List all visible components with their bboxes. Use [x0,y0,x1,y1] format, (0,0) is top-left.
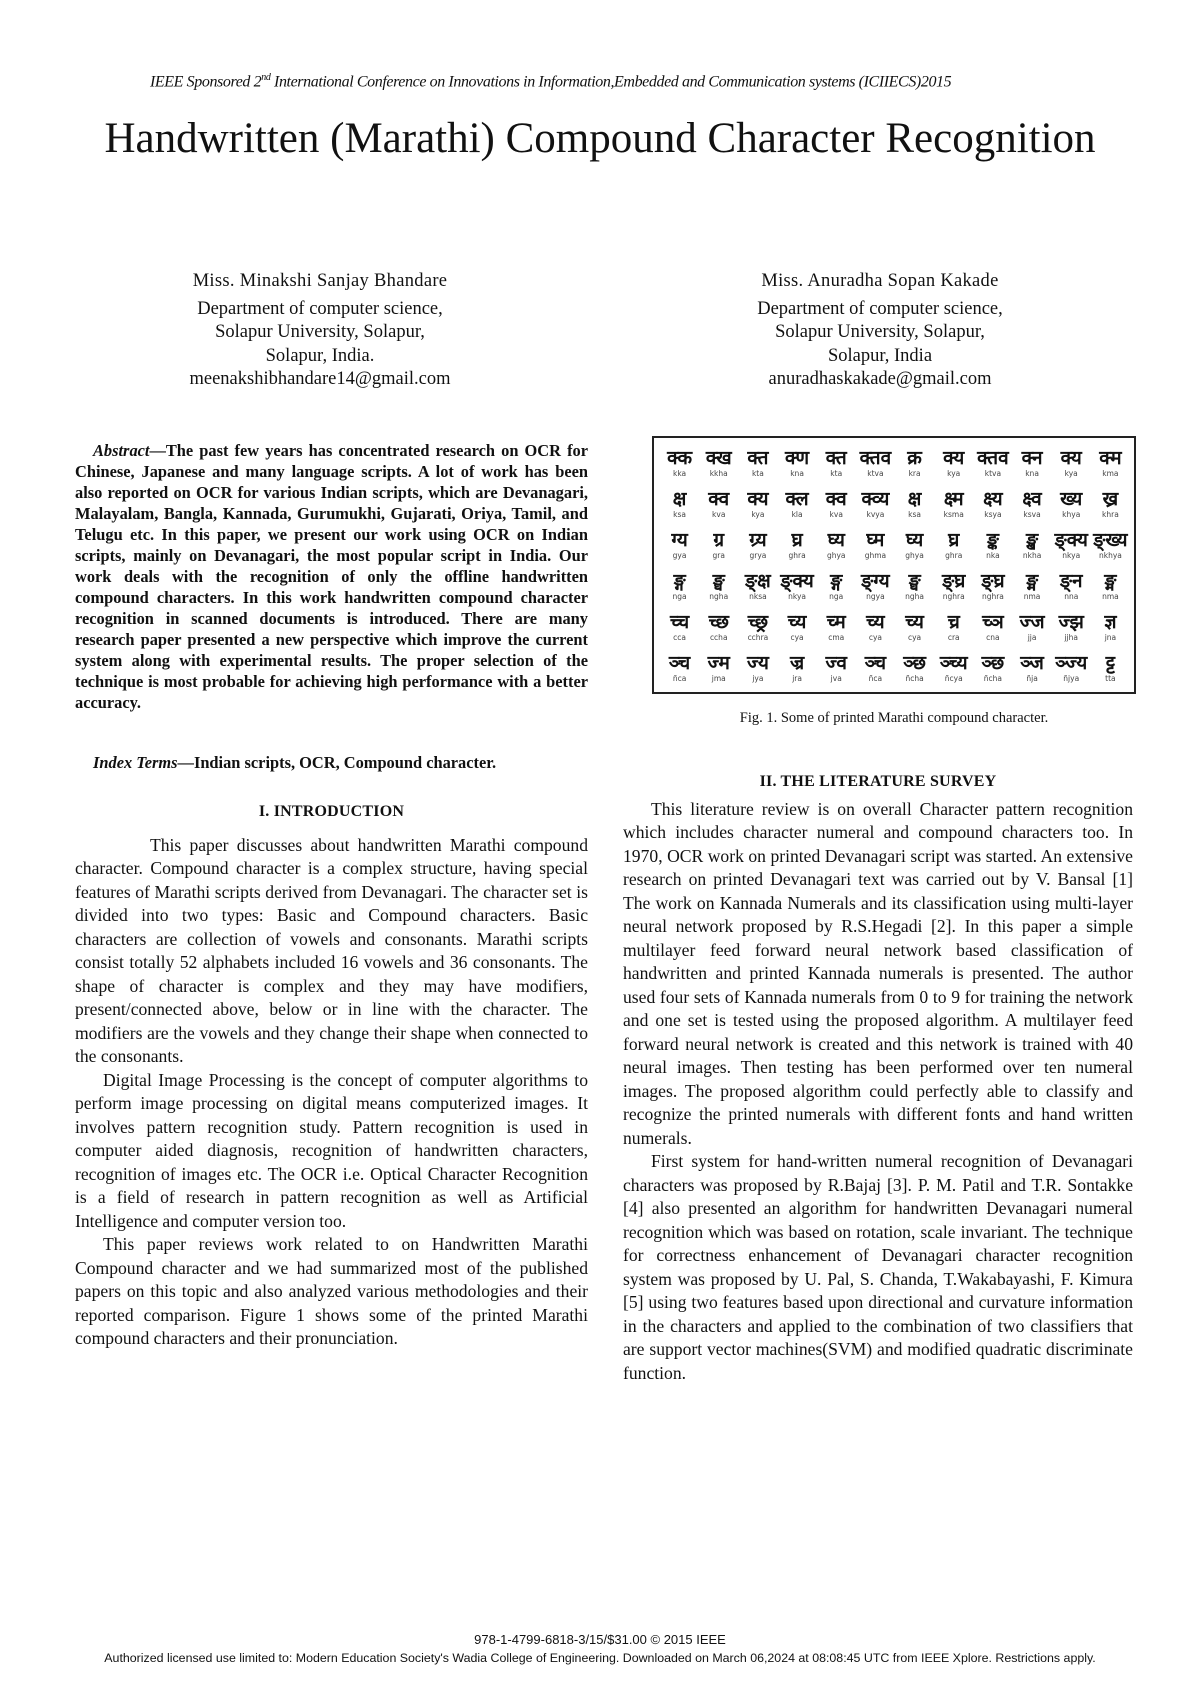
figure-cell [1013,442,1052,483]
pronunciation-label: ghra [788,550,806,560]
compound-character: ख्र [1102,487,1119,510]
pronunciation-label: cya [907,632,922,642]
compound-character: क्त [747,446,769,469]
footer-license: Authorized licensed use limited to: Modern Education Society's Wadia College of Engineering. Downloaded on March 06,2024 at 08:08:45 UTC from IEEE Xplore. Restrictions apply. [104,1651,1096,1665]
figure-cell [778,524,817,565]
author-name: Miss. Anuradha Sopan Kakade [761,271,999,291]
figure-cell [699,442,738,483]
compound-character: क्ष्व [1022,487,1042,510]
figure-cell [817,565,856,606]
figure-cell [973,565,1012,606]
figure-cell [1091,442,1130,483]
compound-character: घ्य [827,528,845,551]
compound-character: क्ण [784,446,810,469]
pronunciation-label: ngya [866,591,885,601]
figure-cell [660,442,699,483]
figure-caption: Fig. 1. Some of printed Marathi compound character. [739,710,1049,726]
figure-cell [1052,606,1091,647]
pronunciation-label: kva [829,509,843,519]
figure-cell [895,647,934,688]
compound-character: च्र [947,610,960,633]
figure-cell [856,606,895,647]
pronunciation-label: ghya [826,550,846,560]
pronunciation-label: cya [868,632,882,642]
figure-grid [660,442,1130,688]
figure-cell [973,483,1012,524]
compound-character: ङ्ग [830,569,843,592]
pronunciation-label: ñcha [905,673,924,683]
pronunciation-label: nma [1023,591,1041,601]
figure-cell [817,442,856,483]
pronunciation-label: nghra [942,591,965,601]
figure-cell [1052,442,1091,483]
figure-cell [1013,647,1052,688]
pronunciation-label: ñcha [983,673,1003,683]
introduction-section [75,800,588,1351]
pronunciation-label: kta [751,468,764,478]
compound-character: ज्झ [1058,610,1084,633]
figure-cell [856,647,895,688]
figure-cell [699,483,738,524]
pronunciation-label: jma [711,673,726,683]
author-email: anuradhaskakade@gmail.com [768,369,992,389]
compound-character: ङ्ख्य [1093,528,1128,551]
pronunciation-label: ghya [905,550,924,560]
pronunciation-label: tta [1105,673,1116,683]
compound-character: क्य [1060,446,1082,469]
conference-ordinal: nd [261,72,271,83]
figure-cell [895,606,934,647]
figure-cell [856,483,895,524]
author-department: Department of computer science, [197,298,443,319]
figure-cell [778,442,817,483]
paragraph: This literature review is on overall Character pattern recognition which includes character numeral and compound characters too. In 1970, OCR work on printed Devanagari script was started. An extensive research on printed Devanagari text was carried out by V. Bansal [1] The work on Kannada Numerals and its classification using multi-layer neural network proposed by R.S.Hegadi [2]. In this paper a simple multilayer feed forward neural network based classification of handwritten and printed Kannada numerals is presented. The author used four sets of Kannada numerals from 0 to 9 for training the network and one set is tested using the proposed algorithm. A multilayer feed forward neural network is created and this network is trained with 40 neural images. Then testing has been performed over ten numeral images. The proposed algorithm could perfectly able to classify and recognize the printed numerals with different fonts and hand written numerals. [623,798,1133,1148]
compound-character: च्छ्र [747,610,769,633]
abstract-text: The past few years has concentrated research on OCR for Chinese, Japanese and many language scripts. A lot of work has been also reported on OCR for various Indian scripts, which are Devanagari, Malayalam, Bangla, Kannada, Gurumukhi, Gujarati, Oriya, Tamil, and Telugu etc. In this paper, we present our work using OCR on Indian scripts, mainly on Devanagari, the most popular script in India. Our work deals with the recognition of only the offline handwritten compound characters. In this work handwritten compound character recognition in scanned documents is introduced. There are many research paper presented a new perspective which improve the current system along with experimental results. The proper selection of the technique is most probable for achieving high performance with a better accuracy. [75,441,588,712]
pronunciation-label: kna [1025,468,1039,478]
pronunciation-label: ngha [709,591,729,601]
compound-character: क्तव [859,446,892,469]
compound-character: ञ्च [864,651,887,674]
pronunciation-label: kya [1064,468,1078,478]
pronunciation-label: cchra [747,632,769,642]
compound-character: ग्र्य [749,528,767,551]
figure-cell [1013,524,1052,565]
pronunciation-label: nma [1102,591,1119,601]
literature-section [623,770,1133,1385]
pronunciation-label: kva [712,509,726,519]
compound-character: ग्य [671,528,688,551]
abstract-dash: — [149,441,166,460]
author-place: Solapur, India. [265,345,375,366]
figure-cell [973,524,1012,565]
pronunciation-label: jva [830,673,842,683]
pronunciation-label: jja [1027,632,1037,642]
figure-cell [934,647,973,688]
compound-character: ञ्च [668,651,691,674]
conference-prefix: IEEE Sponsored 2 [150,73,262,91]
compound-character: ङ्क्ष [745,569,771,592]
compound-character: ञ्ज [1020,651,1044,674]
figure-cell [778,483,817,524]
compound-character: घ्य [905,528,924,551]
compound-character: ङ्ख [1026,528,1039,551]
author-place: Solapur, India [827,345,933,366]
pronunciation-label: jra [792,673,802,683]
figure-cell [1052,483,1091,524]
pronunciation-label: nkya [1062,550,1081,560]
compound-character: क्ष्य [983,487,1003,510]
pronunciation-label: ksma [943,509,964,519]
compound-character: च्म [826,610,846,633]
figure-cell [1052,647,1091,688]
pronunciation-label: kya [751,509,765,519]
compound-character: ट्ट [1105,651,1116,674]
pronunciation-label: nghra [981,591,1004,601]
figure-cell [895,442,934,483]
figure-cell [934,606,973,647]
figure-cell [817,606,856,647]
pronunciation-label: ksya [984,509,1002,519]
figure-cell [660,647,699,688]
compound-character: ज्ञ [1104,610,1117,633]
figure-cell [738,565,777,606]
author-block-1 [130,270,510,392]
figure-cell [856,442,895,483]
figure-cell [973,442,1012,483]
compound-character: क्य [747,487,769,510]
compound-character: ज्र [789,651,805,674]
pronunciation-label: ñcya [944,673,963,683]
author-university: Solapur University, Solapur, [215,322,425,342]
figure-cell [738,483,777,524]
pronunciation-label: cna [986,632,1000,642]
figure-cell [1013,483,1052,524]
figure-cell [738,442,777,483]
author-name: Miss. Minakshi Sanjay Bhandare [192,271,448,291]
compound-character: क्ख [705,446,732,469]
pronunciation-label: ñjya [1063,673,1080,683]
pronunciation-label: ngha [905,591,925,601]
figure-cell [973,606,1012,647]
compound-character: क्न [1021,446,1043,469]
pronunciation-label: khya [1062,509,1081,519]
figure-cell [817,647,856,688]
compound-character: ङ्घ [908,569,921,592]
compound-character: ज्व [825,651,847,674]
conference-header [150,72,1150,91]
pronunciation-label: kma [1102,468,1119,478]
paragraph: This paper discusses about handwritten Marathi compound character. Compound character is a complex structure, having special features of Marathi scripts derived from Devanagari. The character set is divided into two types: Basic and Compound characters. Basic characters are collection of vowels and consonants. Marathi scripts consist totally 52 alphabets included 16 vowels and 36 consonants. The shape of character is complex and they may have modifiers, present/connected above, below or in line with the character. The modifiers are the vowels and they change their shape when connected to the consonants. [75,834,588,1066]
compound-character: च्य [905,610,924,633]
pronunciation-label: gya [672,550,687,560]
figure-cell [1091,606,1130,647]
author-block-2 [690,270,1070,392]
footer-isbn: 978-1-4799-6818-3/15/$31.00 © 2015 IEEE [474,1632,726,1647]
pronunciation-label: nksa [749,591,767,601]
compound-character: क्ष [907,487,922,510]
pronunciation-label: ñca [672,673,687,683]
abstract [75,440,588,713]
pronunciation-label: kta [830,468,843,478]
compound-character: ङ्घ्र [981,569,1005,592]
compound-character: क्ल [785,487,809,510]
figure-cell [856,524,895,565]
compound-character: घ्र [948,528,960,551]
figure-cell [660,565,699,606]
pronunciation-label: kya [947,468,961,478]
figure-cell [973,647,1012,688]
compound-character: ङ्ग [673,569,686,592]
compound-character: ङ्ग्य [861,569,890,592]
pronunciation-label: grya [749,550,767,560]
pronunciation-label: kra [908,468,921,478]
figure-cell [856,565,895,606]
pronunciation-label: ksa [673,509,686,519]
pronunciation-label: jna [1104,632,1117,642]
figure-cell [778,565,817,606]
figure-cell [699,565,738,606]
pronunciation-label: nga [829,591,844,601]
compound-character: क्र [907,446,922,469]
figure-cell [1013,606,1052,647]
pronunciation-label: nkhya [1098,550,1122,560]
compound-character: च्च [669,610,690,633]
pronunciation-label: ñja [1026,673,1038,683]
index-terms [75,752,588,773]
compound-character: ङ्क [986,528,999,551]
compound-character: ग्र [713,528,725,551]
compound-character: क्य [943,446,965,469]
figure-cell [1091,483,1130,524]
compound-character: ञ्ज्य [1055,651,1088,674]
figure-cell [1013,565,1052,606]
figure-cell [817,483,856,524]
figure-cell [699,647,738,688]
index-terms-text: Indian scripts, OCR, Compound character. [193,753,497,772]
figure-cell [699,524,738,565]
pronunciation-label: nkha [1022,550,1042,560]
figure-cell [660,524,699,565]
pronunciation-label: ksa [908,509,921,519]
figure-cell [934,565,973,606]
figure-cell [817,524,856,565]
compound-character: क्ष्म [943,487,964,510]
pronunciation-label: cra [947,632,960,642]
pronunciation-label: nna [1064,591,1079,601]
compound-character: ङ्न [1059,569,1083,592]
pronunciation-label: ccha [709,632,728,642]
paragraph: First system for hand-written numeral recognition of Devanagari characters was proposed by R.Bajaj [3]. P. M. Patil and T.R. Sontakke [4] also presented an algorithm for handwritten Devanagari numeral recognition which was based on rotation, scale invariant. The technique for correctness enhancement of Devanagari character recognition system was proposed by U. Pal, S. Chanda, T.Wakabayashi, F. Kimura [5] using two features based upon directional and curvature information in the characters and applied to the combination of two classifiers that are support vector machines(SVM) and modified quadratic discriminate function. [623,1151,1133,1383]
figure-cell [1091,647,1130,688]
compound-character: च्ञ [982,610,1004,633]
pronunciation-label: ghra [945,550,963,560]
compound-character: ङ्घ [712,569,725,592]
compound-character: ङ्क्य [780,569,814,592]
pronunciation-label: khra [1102,509,1119,519]
compound-character: क्क [667,446,693,469]
section-heading: I. INTRODUCTION [258,803,405,820]
pronunciation-label: kkha [709,468,728,478]
pronunciation-label: nka [986,550,1000,560]
compound-character: ख्य [1060,487,1083,510]
compound-character: घ्र [791,528,803,551]
compound-character: ङ्घ्र [942,569,966,592]
pronunciation-label: cma [828,632,845,642]
figure-cell [660,606,699,647]
figure-cell [699,606,738,647]
pronunciation-label: kka [673,468,687,478]
compound-character: ज्य [746,651,769,674]
compound-character: ज्म [707,651,730,674]
pronunciation-label: ksva [1023,509,1041,519]
pronunciation-label: ktva [867,468,884,478]
pronunciation-label: kvya [866,509,885,519]
compound-character: ङ्क्य [1054,528,1088,551]
figure-cell [895,524,934,565]
compound-character: घ्म [866,528,885,551]
figure-cell [895,483,934,524]
figure-cell [934,524,973,565]
pronunciation-label: ghma [864,550,887,560]
compound-character: ङ्म [1026,569,1039,592]
pronunciation-label: cca [673,632,686,642]
pronunciation-label: cya [790,632,804,642]
compound-character: क्व्य [861,487,890,510]
figure-cell [778,606,817,647]
figure-cell [934,442,973,483]
compound-character: क्ष [672,487,687,510]
compound-character: च्य [866,610,885,633]
section-heading: II. THE LITERATURE SURVEY [759,773,997,790]
pronunciation-label: nga [672,591,687,601]
figure-cell [778,647,817,688]
compound-character: क्व [708,487,730,510]
compound-character: च्छ [708,610,729,633]
figure-cell [934,483,973,524]
compound-character: ञ्छ [981,651,1005,674]
figure-cell [895,565,934,606]
author-university: Solapur University, Solapur, [775,322,985,342]
pronunciation-label: kla [791,509,803,519]
figure-cell [738,647,777,688]
pronunciation-label: nkya [788,591,807,601]
pronunciation-label: jya [752,673,764,683]
figure-compound-characters [652,436,1136,694]
pronunciation-label: jjha [1064,632,1078,642]
paper-title: Handwritten (Marathi) Compound Character Recognition [104,115,1096,162]
pronunciation-label: kna [790,468,804,478]
compound-character: ञ्छ [903,651,926,674]
pronunciation-label: ktva [984,468,1002,478]
index-terms-dash: — [177,753,194,772]
compound-character: क्तव [977,446,1009,469]
compound-character: ज्ज [1019,610,1045,633]
compound-character: क्व [825,487,847,510]
figure-cell [1052,524,1091,565]
compound-character: ञ्च्य [939,651,968,674]
pronunciation-label: ñca [868,673,883,683]
pronunciation-label: gra [712,550,725,560]
figure-cell [660,483,699,524]
figure-cell [738,606,777,647]
figure-cell [738,524,777,565]
index-terms-label: Index Terms [93,753,178,772]
author-department: Department of computer science, [757,298,1003,319]
paragraph: This paper reviews work related to on Handwritten Marathi Compound character and we had summarized most of the published papers on this topic and also analyzed various methodologies and their reported comparison. Figure 1 shows some of the printed Marathi compound characters and their pronunciation. [75,1234,588,1348]
paragraph: Digital Image Processing is the concept of computer algorithms to perform image processing on digital means computerized images. It involves pattern recognition study. Pattern recognition is used in computer aided diagnosis, recognition of handwritten characters, recognition of images etc. The OCR i.e. Optical Character Recognition is a field of research in pattern recognition as well as Artificial Intelligence and computer version too. [75,1069,588,1231]
conference-rest: International Conference on Innovations in Information,Embedded and Communication systems (ICIIECS)2015 [270,73,952,91]
compound-character: ङ्म [1104,569,1117,592]
compound-character: क्म [1099,446,1122,469]
abstract-label: Abstract [93,441,150,460]
author-email: meenakshibhandare14@gmail.com [189,369,451,389]
figure-cell [1052,565,1091,606]
figure-cell [1091,565,1130,606]
compound-character: च्य [787,610,807,633]
figure-cell [1091,524,1130,565]
compound-character: क्त [825,446,847,469]
